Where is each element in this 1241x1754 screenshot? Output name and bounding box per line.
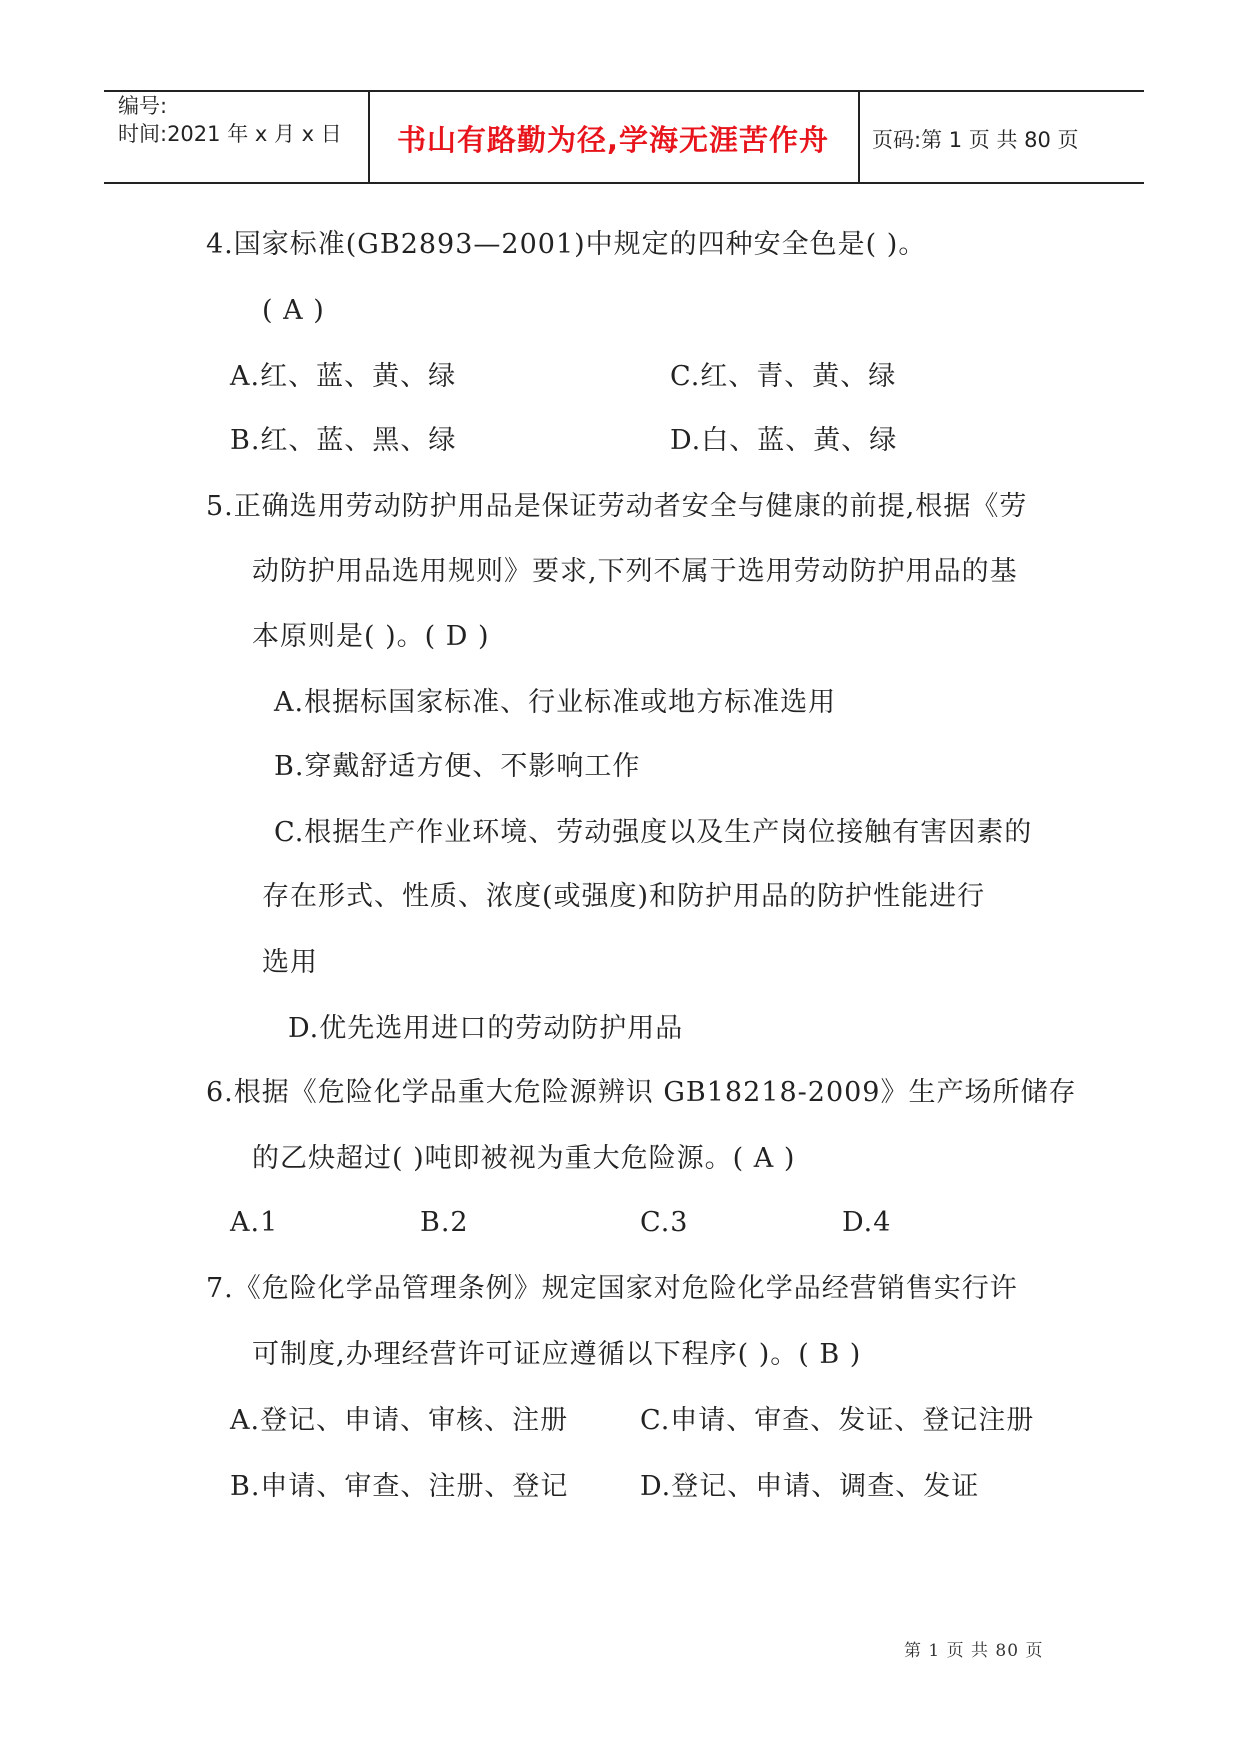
q4-option-a: A.红、蓝、黄、绿 xyxy=(230,361,457,392)
footer-page-number: 第 1 页 共 80 页 xyxy=(904,1641,1044,1661)
q5-stem-line1: 5.正确选用劳动防护用品是保证劳动者安全与健康的前提,根据《劳 xyxy=(206,491,1028,522)
q4-option-d: D.白、蓝、黄、绿 xyxy=(670,425,898,456)
q5-option-b: B.穿戴舒适方便、不影响工作 xyxy=(274,751,641,782)
q4-option-b: B.红、蓝、黑、绿 xyxy=(230,425,457,456)
q4-answer: ( A ) xyxy=(262,295,325,326)
header-motto: 书山有路勤为径,学海无涯苦作舟 xyxy=(396,123,830,157)
q5-option-c-line1: C.根据生产作业环境、劳动强度以及生产岗位接触有害因素的 xyxy=(274,817,1033,848)
header-page-label: 页码:第 1 页 共 80 页 xyxy=(872,128,1079,152)
q6-stem-line1: 6.根据《危险化学品重大危险源辨识 GB18218-2009》生产场所储存 xyxy=(206,1077,1077,1108)
q4-stem: 4.国家标准(GB2893—2001)中规定的四种安全色是( )。 xyxy=(206,229,927,260)
q6-option-c: C.3 xyxy=(640,1207,689,1238)
q7-stem-line1: 7.《危险化学品管理条例》规定国家对危险化学品经营销售实行许 xyxy=(206,1273,1018,1304)
header-meta xyxy=(118,92,342,148)
q7-stem-line2: 可制度,办理经营许可证应遵循以下程序( )。( B ) xyxy=(252,1339,862,1370)
q6-stem-line2: 的乙炔超过( )吨即被视为重大危险源。( A ) xyxy=(252,1143,796,1174)
q5-option-c-line3: 选用 xyxy=(262,947,318,978)
serial-label: 编号: xyxy=(118,94,168,118)
q7-option-c: C.申请、审查、发证、登记注册 xyxy=(640,1405,1035,1436)
time-label: 时间:2021 年 x 月 x 日 xyxy=(118,122,342,146)
header-bottom-rule xyxy=(104,182,1144,184)
q7-option-d: D.登记、申请、调查、发证 xyxy=(640,1471,980,1502)
q5-option-a: A.根据标国家标准、行业标准或地方标准选用 xyxy=(274,687,837,718)
q7-option-b: B.申请、审查、注册、登记 xyxy=(230,1471,569,1502)
q5-option-c-line2: 存在形式、性质、浓度(或强度)和防护用品的防护性能进行 xyxy=(262,881,986,912)
q6-option-b: B.2 xyxy=(420,1207,469,1238)
q4-option-c: C.红、青、黄、绿 xyxy=(670,361,897,392)
q6-option-a: A.1 xyxy=(230,1207,279,1238)
q5-stem-line3: 本原则是( )。( D ) xyxy=(252,621,490,652)
q5-stem-line2: 动防护用品选用规则》要求,下列不属于选用劳动防护用品的基 xyxy=(252,556,1018,587)
header-divider-left xyxy=(368,90,370,182)
q7-option-a: A.登记、申请、审核、注册 xyxy=(230,1405,569,1436)
q5-option-d: D.优先选用进口的劳动防护用品 xyxy=(288,1013,684,1044)
header-divider-right xyxy=(858,90,860,182)
q6-option-d: D.4 xyxy=(842,1207,892,1238)
